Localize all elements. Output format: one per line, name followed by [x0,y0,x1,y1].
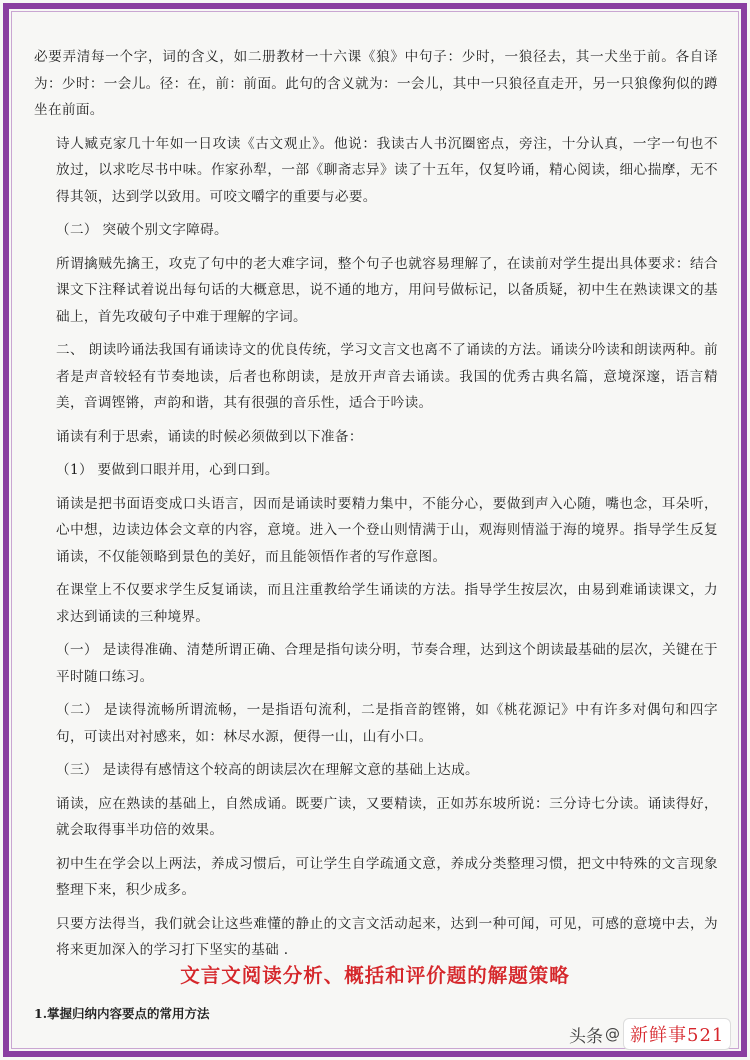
paragraph-4: 所谓擒贼先擒王，攻克了句中的老大难字词，整个句子也就容易理解了，在读前对学生提出具体要求：结合课文下注释试着说出每句话的大概意思，说不通的地方，用问号做标记，以备质疑，初中生在熟读课文的基础上，首先攻破句子中难于理解的字词。 [56,255,718,325]
paragraph-1: 必要弄清每一个字，词的含义，如二册教材一十六课《狼》中句子：少时，一狼径去，其一犬坐于前。各自译为：少时：一会儿。径：在，前：前面。此句的含义就为：一会儿，其中一只狼径直走开，另一只狼像狗似的蹲坐在前面。 [34,49,718,118]
paragraph-10: （一） 是读得准确、清楚所谓正确、合理是指句读分明，节奏合理，达到这个朗读最基础的层次，关键在于平时随口练习。 [56,642,718,685]
paragraph-12: （三） 是读得有感情这个较高的朗读层次在理解文意的基础上达成。 [56,762,479,778]
paragraph-13: 诵读，应在熟读的基础上，自然成诵。既要广读，又要精读，正如苏东坡所说：三分诗七分读。诵读得好，就会取得事半功倍的效果。 [56,795,718,838]
section-title: 文言文阅读分析、概括和评价题的解题策略 [180,964,570,987]
subsection-heading: 1.掌握归纳内容要点的常用方法 [34,1006,210,1021]
article-body [34,44,718,971]
paragraph-6: 诵读有利于思索，诵读的时候必须做到以下准备： [56,428,363,445]
paragraph-11: （二） 是读得流畅所谓流畅，一是指语句流利，二是指音韵铿锵，如《桃花源记》中有许多对偶句和四字句，可读出对衬感来，如：林尽水源，便得一山，山有小口。 [56,702,718,745]
watermark-at: @ [605,1025,620,1043]
watermark [569,1017,731,1051]
paragraph-7: （1） 要做到口眼并用，心到口到。 [56,462,279,478]
paragraph-5: 二、 朗读吟诵法我国有诵读诗文的优良传统，学习文言文也离不了诵读的方法。诵读分吟读和朗读两种。前者是声音较轻有节奏地读，后者也称朗读，是放开声音去诵读。我国的优秀古典名篇，意境深邃，语言精美，音调铿锵，声韵和谐，其有很强的音乐性，适合于吟读。 [56,342,718,411]
paragraph-8: 诵读是把书面语变成口头语言，因而是诵读时要精力集中，不能分心，要做到声入心随，嘴也念，耳朵听，心中想，边读边体会文章的内容，意境。进入一个登山则情满于山，观海则情溢于海的境界。指导学生反复诵读，不仅能领略到景色的美好，而且能领悟作者的写作意图。 [56,495,718,565]
paragraph-2: 诗人臧克家几十年如一日攻读《古文观止》。他说：我读古人书沉圈密点，旁注，十分认真，一字一句也不放过，以求吃尽书中味。作家孙犁，一部《聊斋志异》读了十五年，仅复吟诵，精心阅读，细心揣摩，无不得其领，达到学以致用。可咬文嚼字的重要与必要。 [56,135,718,205]
paragraph-15: 只要方法得当，我们就会让这些难懂的静止的文言文活动起来，达到一种可闻，可见，可感的意境中去，为将来更加深入的学习打下坚实的基础 . [56,915,718,958]
paragraph-3: （二） 突破个别文字障碍。 [56,222,228,238]
watermark-platform: 头条 [569,1026,603,1047]
watermark-account[interactable]: 新鲜事521 [623,1018,731,1050]
paragraph-14: 初中生在学会以上两法，养成习惯后，可让学生自学疏通文意，养成分类整理习惯，把文中特殊的文言现象整理下来，积少成多。 [56,855,718,898]
paragraph-9: 在课堂上不仅要求学生反复诵读，而且注重教给学生诵读的方法。指导学生按层次，由易到难诵读课文，力求达到诵读的三种境界。 [56,582,718,625]
